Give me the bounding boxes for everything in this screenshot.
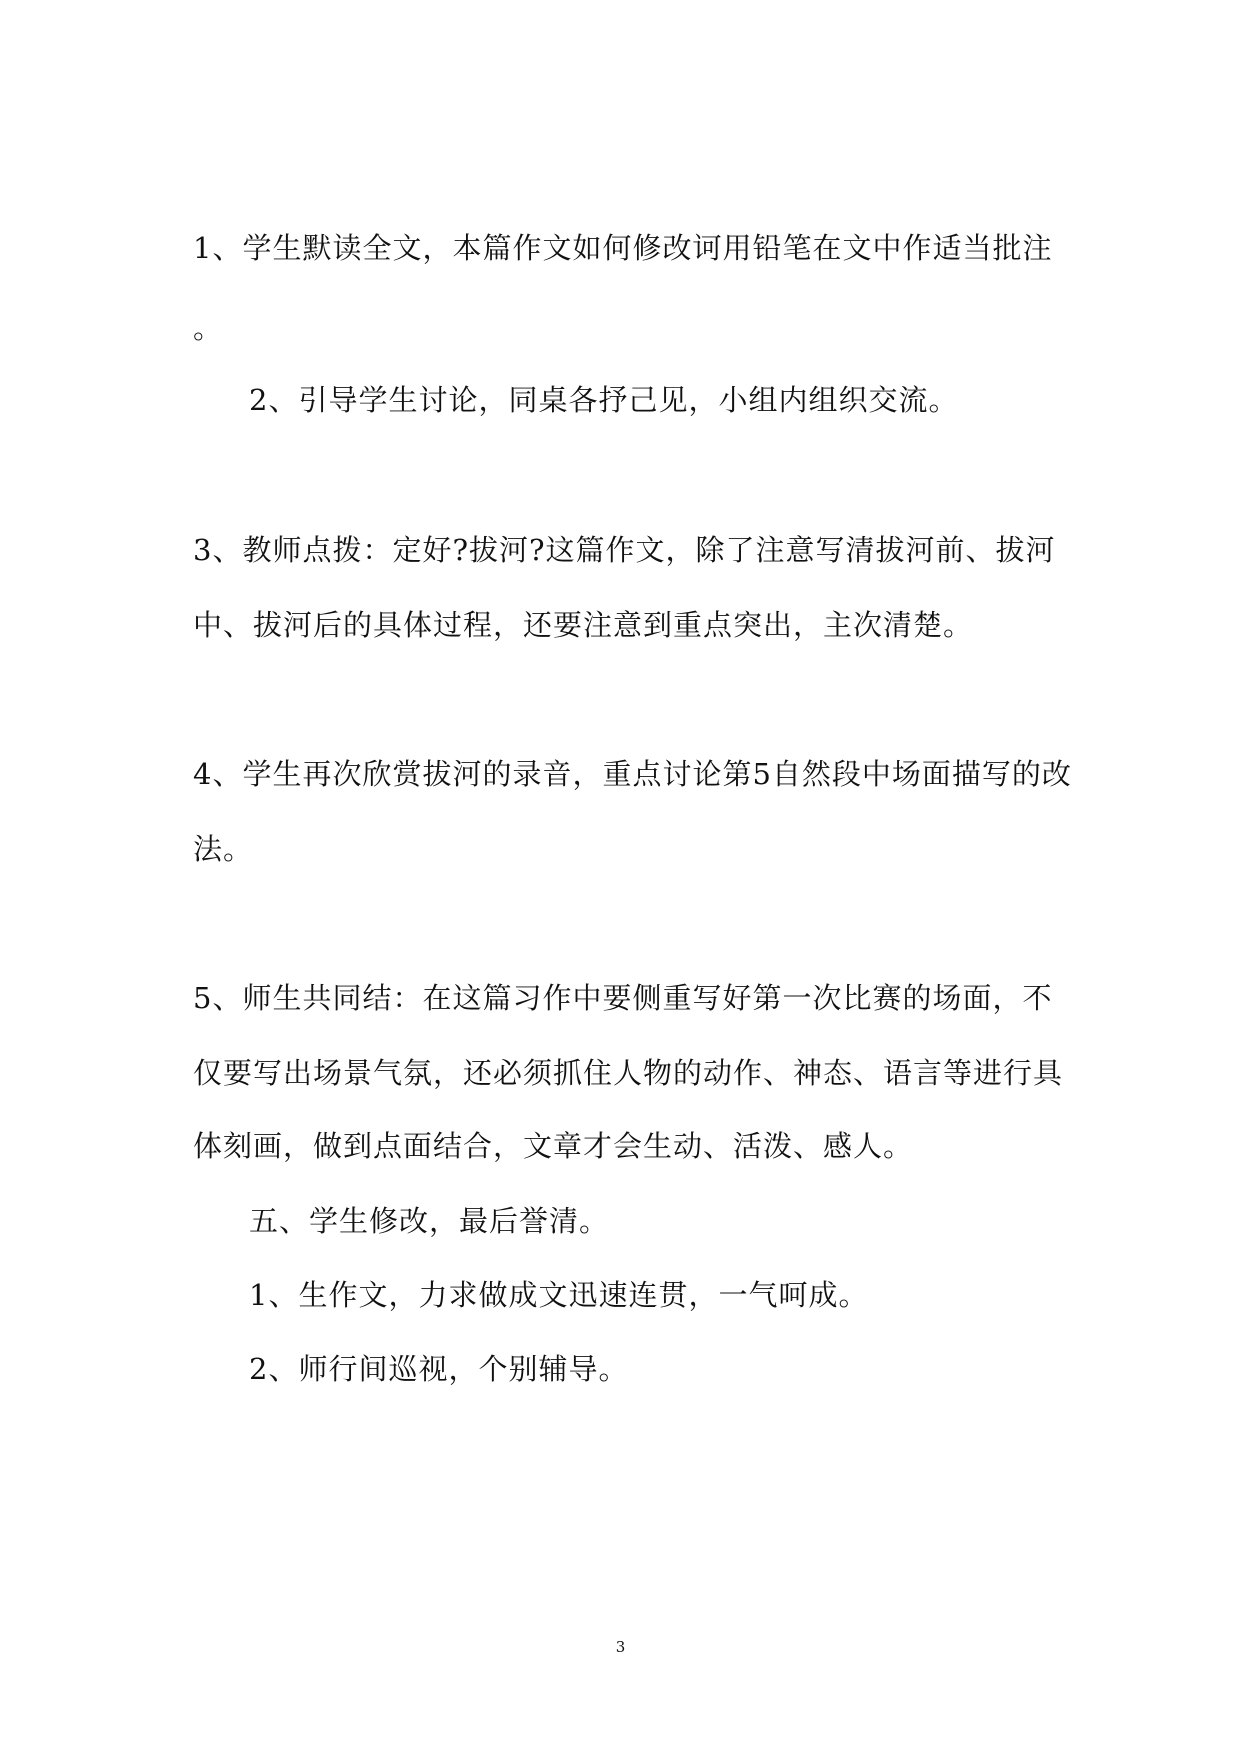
paragraph-line: 4、学生再次欣赏拔河的录音，重点讨论第5自然段中场面描写的改 (193, 757, 1072, 791)
paragraph-line: 。 (193, 311, 224, 345)
paragraph-line: 2、引导学生讨论，同桌各抒己见，小组内组织交流。 (249, 383, 959, 417)
paragraph-line: 仅要写出场景气氛，还必须抓住人物的动作、神态、语言等进行具 (193, 1056, 1064, 1090)
paragraph-line: 五、学生修改，最后誉清。 (249, 1204, 610, 1238)
paragraph-line: 法。 (193, 832, 254, 866)
paragraph-line: 中、拔河后的具体过程，还要注意到重点突出，主次清楚。 (193, 608, 974, 642)
paragraph-line: 3、教师点拨：定好?拔河?这篇作文，除了注意写清拔河前、拔河 (193, 533, 1056, 567)
page-number: 3 (615, 1638, 626, 1656)
paragraph-line: 5、师生共同结：在这篇习作中要侧重写好第一次比赛的场面，不 (193, 981, 1053, 1015)
paragraph-line: 体刻画，做到点面结合，文章才会生动、活泼、感人。 (193, 1129, 914, 1163)
paragraph-line: 2、师行间巡视，个别辅导。 (249, 1352, 629, 1386)
paragraph-line: 1、生作文，力求做成文迅速连贯，一气呵成。 (249, 1278, 869, 1312)
paragraph-line: 1、学生默读全文，本篇作文如何修改诃用铅笔在文中作适当批注 (193, 231, 1053, 265)
